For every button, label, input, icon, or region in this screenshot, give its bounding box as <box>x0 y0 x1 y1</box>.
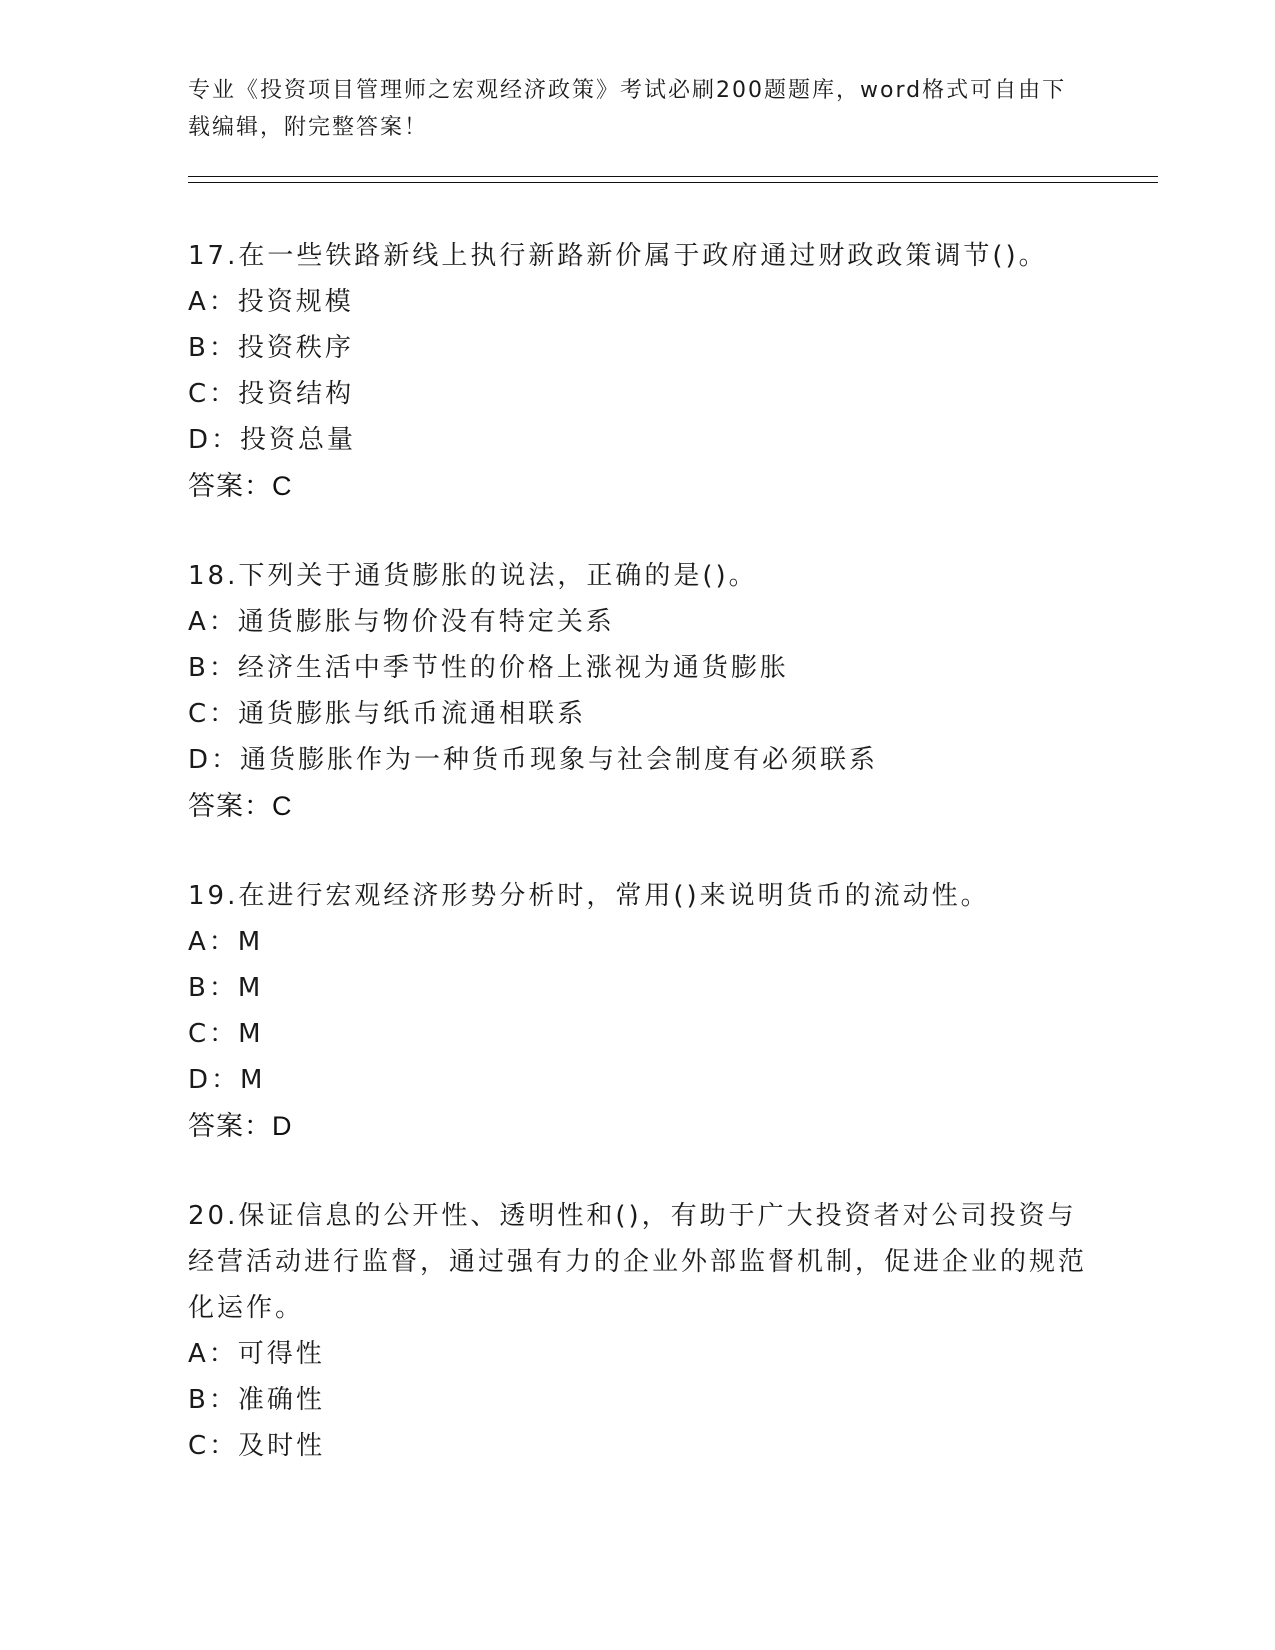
option-c: C：M <box>188 1019 264 1049</box>
option-b: B：投资秩序 <box>188 333 354 363</box>
question-19 <box>188 873 1088 1149</box>
question-stem: 18.下列关于通货膨胀的说法，正确的是()。 <box>188 561 758 591</box>
question-stem: 20.保证信息的公开性、透明性和()，有助于广大投资者对公司投资与经营活动进行监督，通过强有力的企业外部监督机制，促进企业的规范化运作。 <box>188 1201 1088 1323</box>
option-a: A：可得性 <box>188 1339 325 1369</box>
option-a: A：M <box>188 927 264 957</box>
option-c: C：投资结构 <box>188 379 355 409</box>
answer: 答案：C <box>188 471 293 501</box>
answer: 答案：C <box>188 791 293 821</box>
option-b: B：M <box>188 973 264 1003</box>
option-a: A：通货膨胀与物价没有特定关系 <box>188 607 615 637</box>
option-b: B：准确性 <box>188 1385 325 1415</box>
option-d: D：投资总量 <box>188 425 357 455</box>
question-stem: 19.在进行宏观经济形势分析时，常用()来说明货币的流动性。 <box>188 881 990 911</box>
option-c: C：及时性 <box>188 1431 326 1461</box>
option-d: D：通货膨胀作为一种货币现象与社会制度有必须联系 <box>188 745 879 775</box>
option-c: C：通货膨胀与纸币流通相联系 <box>188 699 587 729</box>
option-b: B：经济生活中季节性的价格上涨视为通货膨胀 <box>188 653 789 683</box>
header-divider-bottom <box>188 182 1158 183</box>
question-stem: 17.在一些铁路新线上执行新路新价属于政府通过财政政策调节()。 <box>188 241 1048 271</box>
document-intro: 专业《投资项目管理师之宏观经济政策》考试必刷200题题库，word格式可自由下载编辑，附完整答案！ <box>188 78 1067 140</box>
option-d: D：M <box>188 1065 266 1095</box>
answer: 答案：D <box>188 1111 293 1141</box>
header-divider-top <box>188 176 1158 177</box>
option-a: A：投资规模 <box>188 287 354 317</box>
question-20 <box>188 1193 1088 1469</box>
question-18 <box>188 553 1088 829</box>
question-17 <box>188 233 1088 509</box>
